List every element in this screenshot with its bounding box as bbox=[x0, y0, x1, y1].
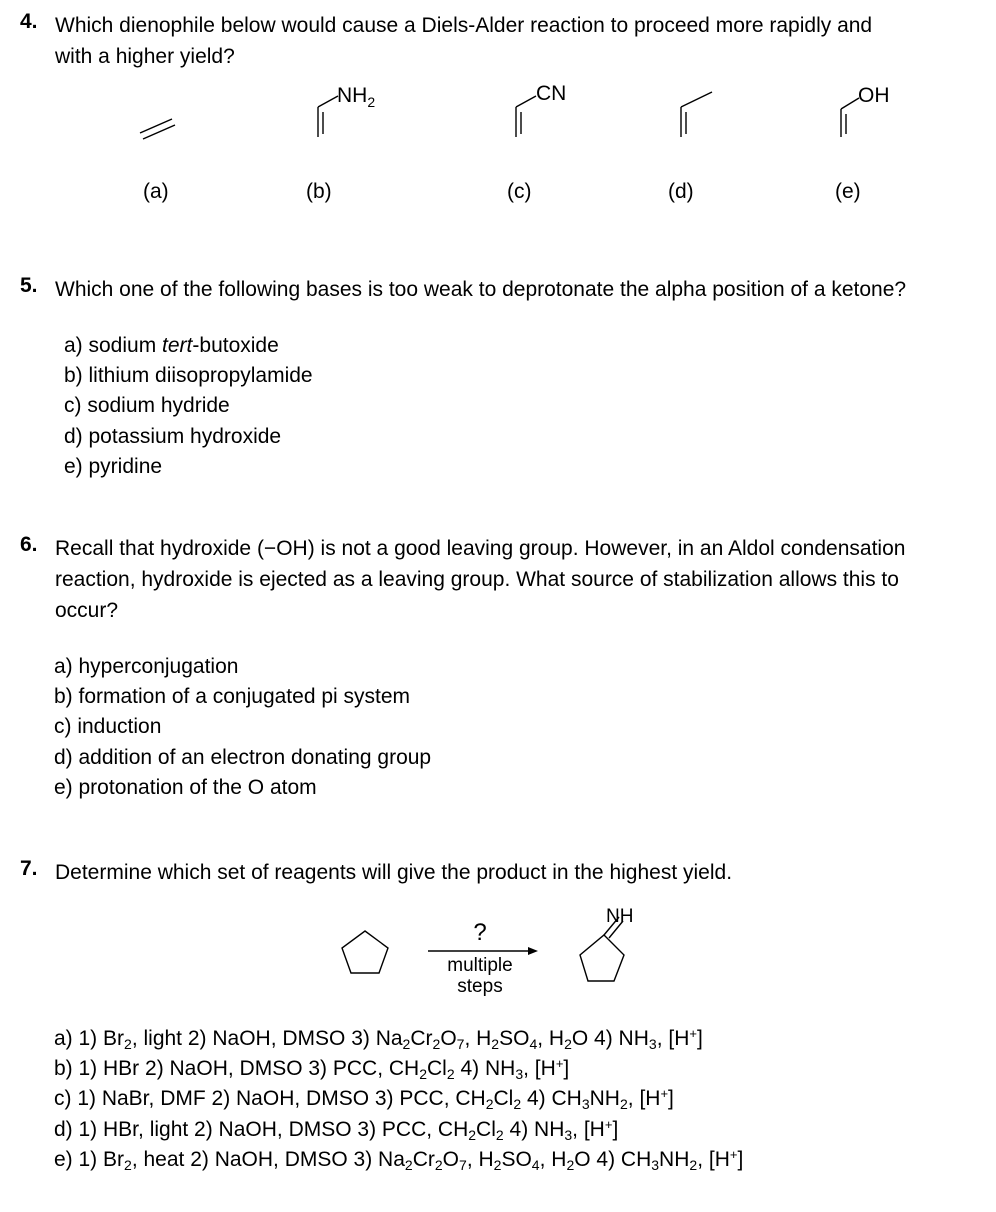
arrow-head bbox=[528, 947, 538, 955]
q7-option-c: c) 1) NaBr, DMF 2) NaOH, DMSO 3) PCC, $CH_2Cl_2$ 4) $CH_3NH_2$, [H+] bbox=[54, 1086, 674, 1112]
q4-line2: with a higher yield? bbox=[55, 45, 235, 68]
q7-option-e: e) 1) $Br_2$, heat 2) NaOH, DMSO 3) $Na_2Cr_2O_7$, $H_2SO_4$, $H_2O$ 4) $CH_3NH_2$, [H+] bbox=[54, 1147, 744, 1173]
q5-options bbox=[64, 334, 464, 494]
q4-dienophiles-figure bbox=[0, 75, 996, 215]
q7-reaction-scheme bbox=[320, 900, 660, 1005]
q5-option-e: e) pyridine bbox=[64, 455, 163, 478]
structure-a-ethylene bbox=[140, 119, 175, 139]
group-cn-c: CN bbox=[536, 82, 567, 105]
q6-option-b: b) formation of a conjugated pi system bbox=[54, 685, 411, 708]
structure-e-vinyl-alcohol bbox=[841, 98, 859, 137]
q6-option-c: c) induction bbox=[54, 715, 162, 738]
q5-text: Which one of the following bases is too weak to deprotonate the alpha position of a ketone? bbox=[55, 278, 907, 301]
q6-line3: occur? bbox=[55, 599, 119, 622]
q7-number: 7. bbox=[20, 857, 38, 880]
q7-text: Determine which set of reagents will give the product in the highest yield. bbox=[55, 861, 733, 884]
q6-number: 6. bbox=[20, 533, 38, 556]
q7-options bbox=[54, 1026, 954, 1186]
q7-option-b: b) 1) HBr 2) NaOH, DMSO 3) PCC, $CH_2Cl_2$ 4) $NH_3$, [H+] bbox=[54, 1056, 570, 1082]
label-e: (e) bbox=[835, 180, 861, 203]
structure-b-vinylamine bbox=[318, 96, 338, 137]
q4-number: 4. bbox=[20, 10, 38, 33]
structure-d-propene bbox=[681, 92, 712, 137]
group-nh2-b: $NH_2$ bbox=[337, 84, 376, 110]
label-b: (b) bbox=[306, 180, 332, 203]
q7-option-d: d) 1) HBr, light 2) NaOH, DMSO 3) PCC, $CH_2Cl_2$ 4) $NH_3$, [H+] bbox=[54, 1117, 619, 1143]
cyclopentane-reactant bbox=[342, 931, 388, 973]
q6-options bbox=[54, 655, 514, 815]
q5-option-d: d) potassium hydroxide bbox=[64, 425, 282, 448]
q6-line1: Recall that hydroxide (−OH) is not a good leaving group. However, in an Aldol condensation bbox=[55, 537, 906, 560]
label-d: (d) bbox=[668, 180, 694, 203]
structure-c-acrylonitrile bbox=[516, 96, 536, 137]
arrow-question-mark: ? bbox=[473, 919, 487, 946]
q5-option-a: a) sodium tert-butoxide bbox=[64, 334, 279, 357]
arrow-label-steps: steps bbox=[457, 976, 503, 997]
q6-line2: reaction, hydroxide is ejected as a leaving group. What source of stabilization allows this to bbox=[55, 568, 899, 591]
label-a: (a) bbox=[143, 180, 169, 203]
q4-line1: Which dienophile below would cause a Diels-Alder reaction to proceed more rapidly and bbox=[55, 14, 873, 37]
q6-option-a: a) hyperconjugation bbox=[54, 655, 239, 678]
group-nh-product: NH bbox=[606, 906, 634, 927]
group-oh-e: OH bbox=[858, 84, 890, 107]
cyclopentane-product-ring bbox=[580, 935, 624, 981]
q5-number: 5. bbox=[20, 274, 38, 297]
q6-option-d: d) addition of an electron donating group bbox=[54, 746, 432, 769]
q5-option-c: c) sodium hydride bbox=[64, 394, 230, 417]
q5-option-b: b) lithium diisopropylamide bbox=[64, 364, 313, 387]
q7-option-a: a) 1) $Br_2$, light 2) NaOH, DMSO 3) $Na_2Cr_2O_7$, $H_2SO_4$, $H_2O$ 4) $NH_3$, [H+] bbox=[54, 1026, 703, 1052]
label-c: (c) bbox=[507, 180, 532, 203]
arrow-label-multiple: multiple bbox=[447, 955, 513, 976]
q6-option-e: e) protonation of the O atom bbox=[54, 776, 317, 799]
